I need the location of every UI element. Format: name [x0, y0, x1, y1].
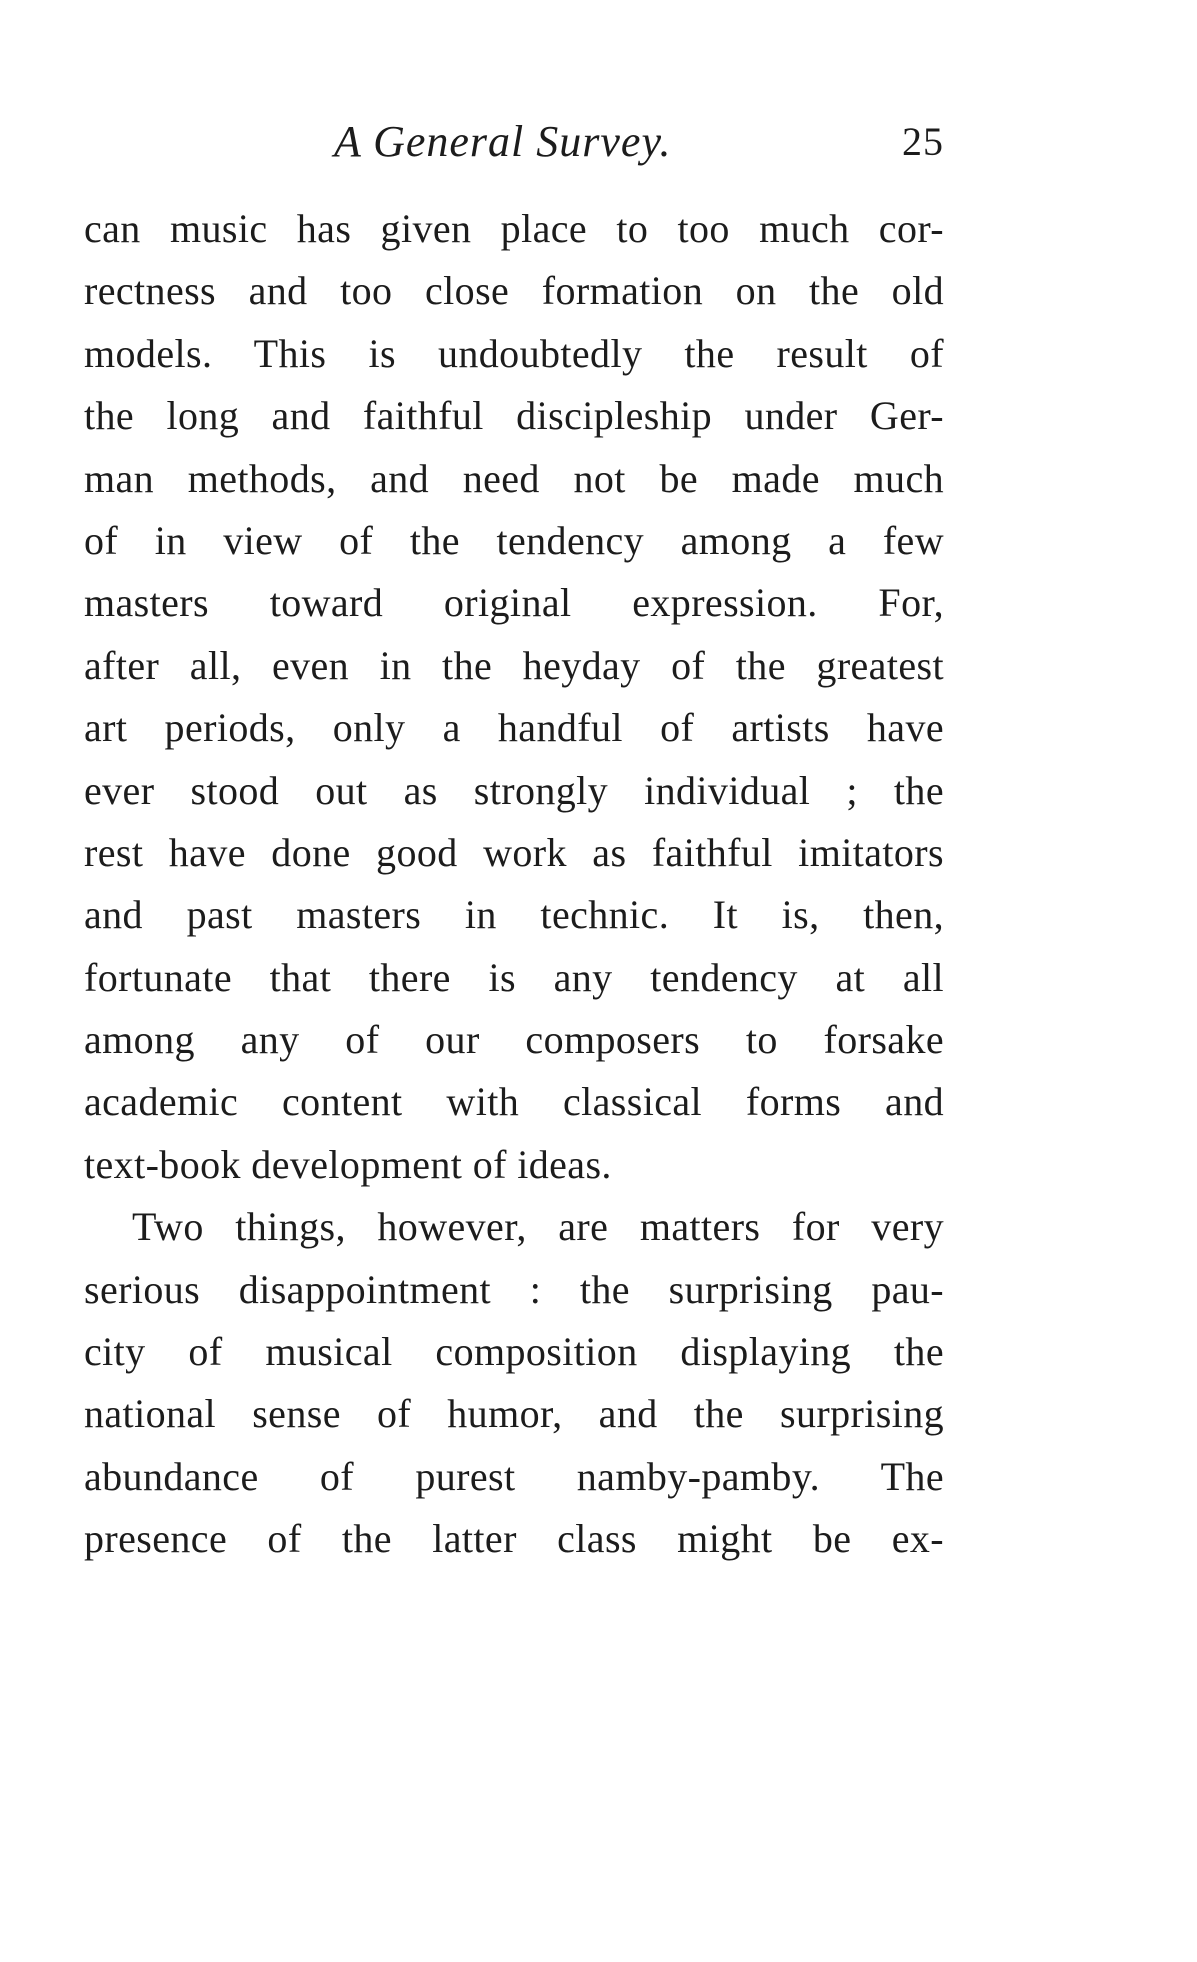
- text-line: masters toward original expression. For,: [84, 580, 944, 626]
- page-number: 25: [902, 119, 944, 164]
- text-line: abundance of purest namby-pamby. The: [84, 1453, 944, 1499]
- text-line: fortunate that there is any tendency at all: [84, 954, 944, 1000]
- body-text: [84, 198, 944, 1571]
- text-line: city of musical composition displaying the: [84, 1329, 944, 1375]
- text-line: serious disappointment : the surprising pau-: [84, 1266, 944, 1312]
- text-line: art periods, only a handful of artists have: [84, 705, 944, 751]
- text-line: academic content with classical forms and: [84, 1079, 944, 1125]
- text-line: Two things, however, are matters for very: [132, 1204, 944, 1250]
- running-title: A General Survey.: [334, 117, 672, 166]
- text-line: of in view of the tendency among a few: [84, 517, 944, 563]
- text-line: the long and faithful discipleship under Ger-: [84, 393, 944, 439]
- text-line: rest have done good work as faithful imitators: [84, 829, 944, 875]
- running-head: [84, 112, 944, 172]
- paragraph: [84, 198, 944, 1196]
- text-line: presence of the latter class might be ex-: [84, 1516, 944, 1562]
- text-line: can music has given place to too much cor-: [84, 206, 944, 251]
- text-line: after all, even in the heyday of the greatest: [84, 642, 944, 688]
- text-line: man methods, and need not be made much: [84, 455, 944, 501]
- text-line: among any of our composers to forsake: [84, 1017, 944, 1063]
- text-line: national sense of humor, and the surprising: [84, 1391, 944, 1437]
- text-line: models. This is undoubtedly the result of: [84, 330, 944, 376]
- paragraph: [84, 1196, 944, 1570]
- text-line: and past masters in technic. It is, then,: [84, 892, 944, 938]
- text-line: text-book development of ideas.: [84, 1141, 612, 1187]
- text-line: rectness and too close formation on the old: [84, 268, 944, 314]
- text-line: ever stood out as strongly individual ; the: [84, 767, 944, 813]
